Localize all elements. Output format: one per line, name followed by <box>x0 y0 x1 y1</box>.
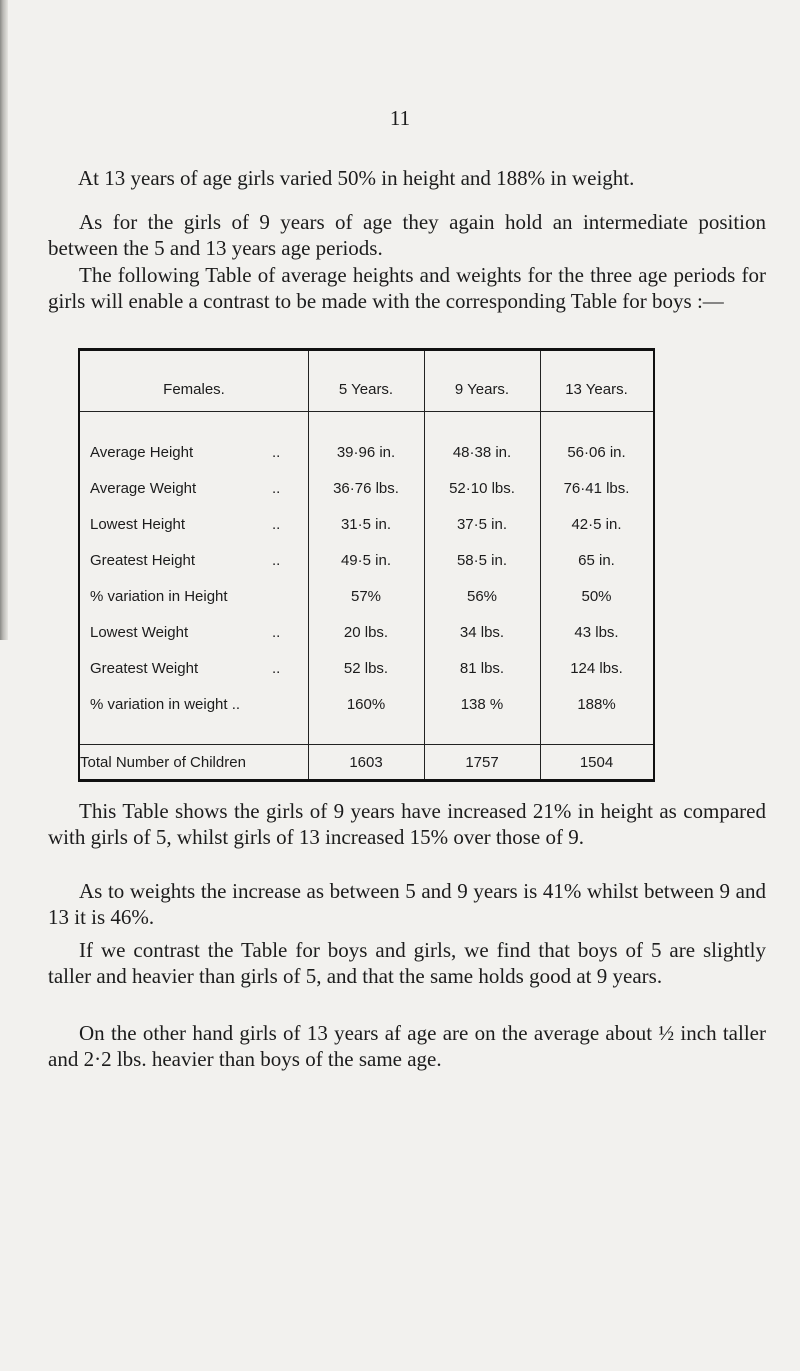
dot-leader: .. <box>272 660 281 677</box>
cell-5-years: 160% <box>346 696 386 713</box>
cell-9-years: 81 lbs. <box>459 660 505 677</box>
cell-5-years: 52 lbs. <box>343 660 389 677</box>
cell-5-years: 57% <box>350 588 382 605</box>
cell-5-years: 39·96 in. <box>336 444 396 461</box>
dot-leader: .. <box>272 480 281 497</box>
paragraph-table-intro: The following Table of average heights and weights for the three age periods for girls will enable a contrast to be made with the corresponding Table for boys :— <box>48 263 766 313</box>
cell-5-years: 20 lbs. <box>343 624 389 641</box>
paragraph-height-increase: This Table shows the girls of 9 years have increased 21% in height as compared with girls of 5, whilst girls of 13 increased 15% over those of 9. <box>48 799 766 849</box>
page-number: 11 <box>389 106 411 130</box>
cell-5-years: 36·76 lbs. <box>333 480 399 497</box>
total-rule <box>80 744 653 745</box>
row-label: Lowest Height <box>90 516 186 533</box>
cell-13-years: 124 lbs. <box>570 660 623 677</box>
row-label: % variation in weight .. <box>90 696 241 713</box>
header-rule <box>80 411 653 412</box>
cell-9-years: 58·5 in. <box>456 552 508 569</box>
total-9-years: 1757 <box>465 754 499 771</box>
cell-9-years: 56% <box>466 588 498 605</box>
header-13-years: 13 Years. <box>565 381 628 398</box>
heights-weights-table <box>78 348 655 782</box>
cell-13-years: 65 in. <box>578 552 615 569</box>
row-label: Lowest Weight <box>90 624 189 641</box>
cell-9-years: 34 lbs. <box>459 624 505 641</box>
total-label: Total Number of Children <box>80 754 246 771</box>
cell-13-years: 50% <box>581 588 612 605</box>
dot-leader: .. <box>272 444 281 461</box>
total-5-years: 1603 <box>349 754 383 771</box>
row-label: % variation in Height <box>90 588 228 605</box>
total-13-years: 1504 <box>579 754 614 771</box>
row-label: Average Height <box>90 444 194 461</box>
header-5-years: 5 Years. <box>338 381 394 398</box>
paragraph-girls-13-taller: On the other hand girls of 13 years af age are on the average about ½ inch taller and 2·2 lbs. heavier than boys of the same age. <box>48 1021 766 1071</box>
cell-9-years: 52·10 lbs. <box>449 480 515 497</box>
dot-leader: .. <box>272 516 281 533</box>
cell-9-years: 138 % <box>460 696 504 713</box>
paragraph-boys-girls-contrast: If we contrast the Table for boys and girls, we find that boys of 5 are slightly taller and heavier than girls of 5, and that the same holds good at 9 years. <box>48 938 766 988</box>
cell-13-years: 188% <box>577 696 616 713</box>
cell-13-years: 76·41 lbs. <box>563 480 630 497</box>
cell-13-years: 42·5 in. <box>571 516 622 533</box>
cell-5-years: 49·5 in. <box>340 552 392 569</box>
cell-9-years: 37·5 in. <box>456 516 508 533</box>
header-females: Females. <box>163 381 225 398</box>
row-label: Greatest Weight <box>90 660 199 677</box>
page-edge-shadow <box>0 0 8 640</box>
cell-5-years: 31·5 in. <box>340 516 392 533</box>
cell-13-years: 56·06 in. <box>567 444 626 461</box>
paragraph-girls-13-variation: At 13 years of age girls varied 50% in height and 188% in weight. <box>78 166 635 190</box>
paragraph-girls-9-intermediate: As for the girls of 9 years of age they again hold an intermediate position between the 5 and 13 years age periods. <box>48 210 766 260</box>
dot-leader: .. <box>272 624 281 641</box>
paragraph-weight-increase: As to weights the increase as between 5 and 9 years is 41% whilst between 9 and 13 it is 46%. <box>48 879 766 929</box>
row-label: Average Weight <box>90 480 197 497</box>
cell-9-years: 48·38 in. <box>452 444 512 461</box>
dot-leader: .. <box>272 552 281 569</box>
header-9-years: 9 Years. <box>454 381 510 398</box>
cell-13-years: 43 lbs. <box>574 624 619 641</box>
row-label: Greatest Height <box>90 552 196 569</box>
